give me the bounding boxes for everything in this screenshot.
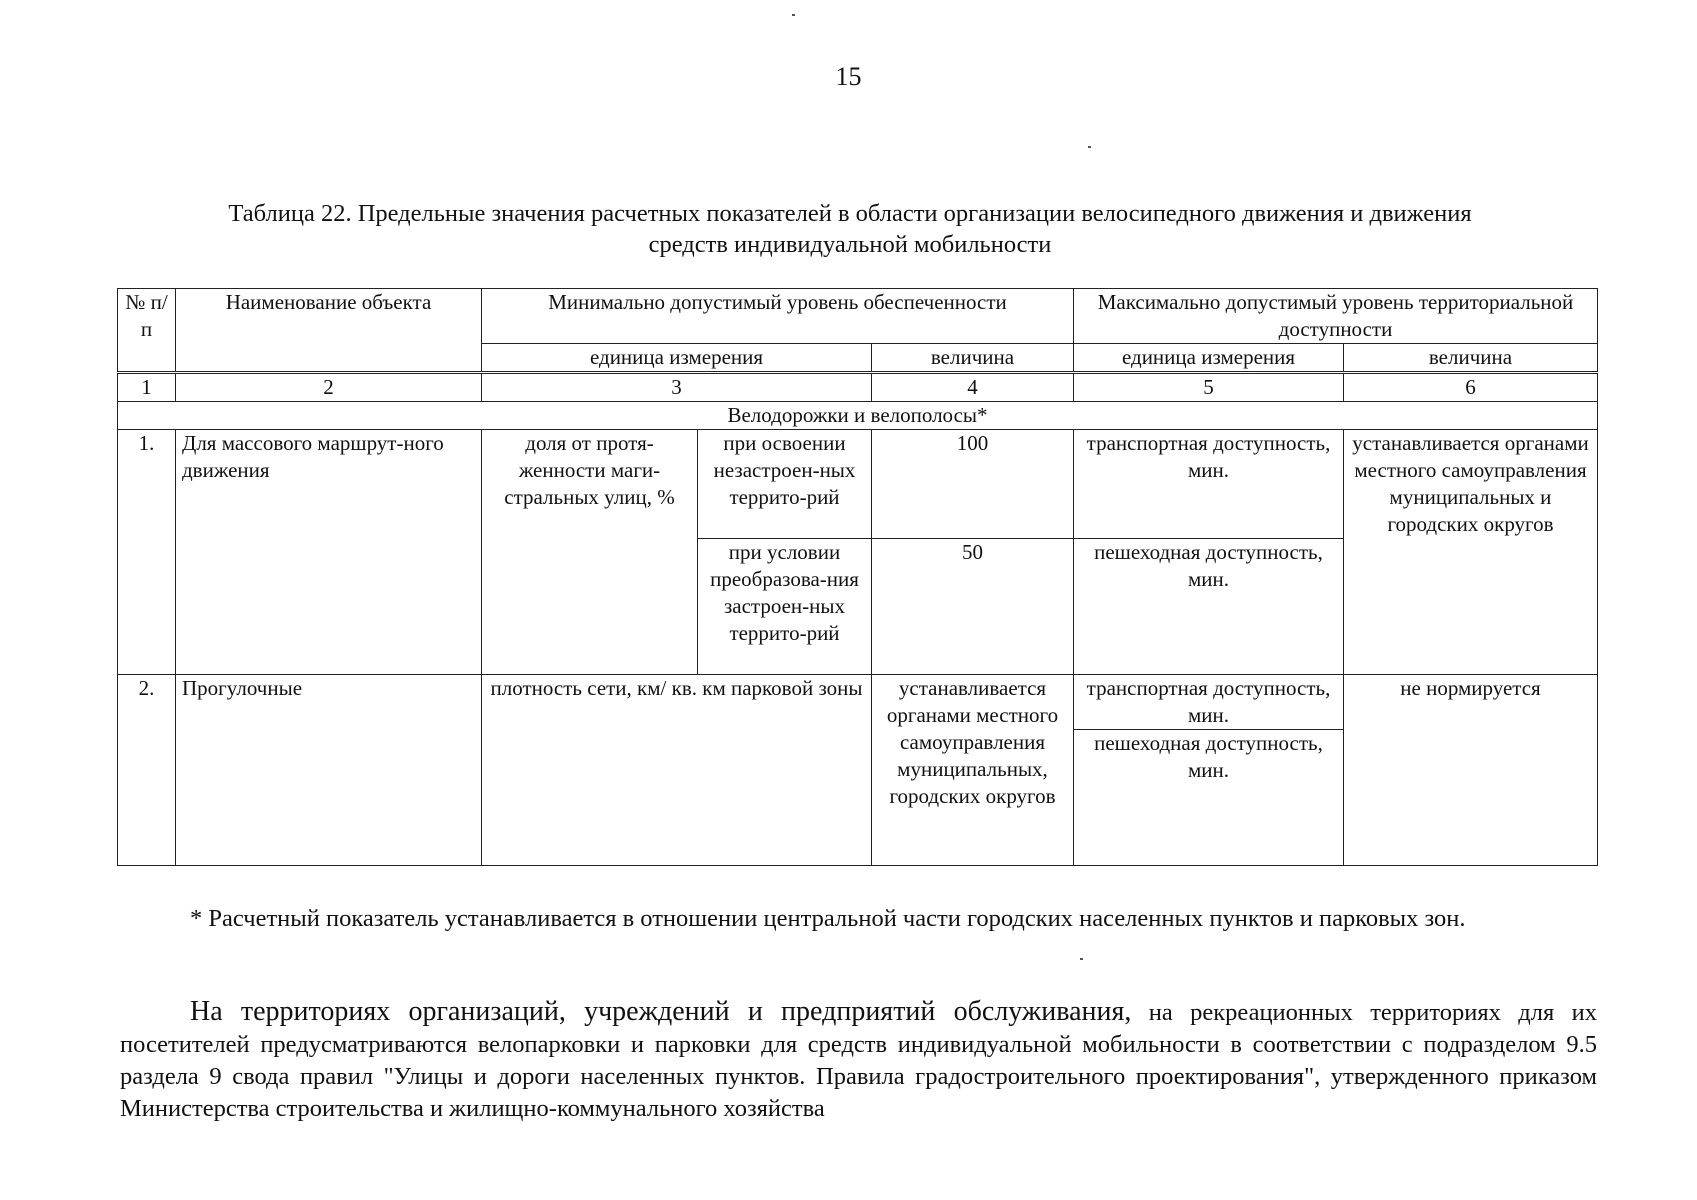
column-number: 4 (872, 373, 1074, 402)
column-number: 6 (1344, 373, 1598, 402)
header-min-level: Минимально допустимый уровень обеспеченности (482, 289, 1074, 344)
row-value: 100 (872, 430, 1074, 539)
header-unit-max: единица измерения (1074, 344, 1344, 373)
row-number: 1. (118, 430, 176, 675)
row-object-name: Для массового маршрут-ного движения (176, 430, 482, 675)
row-unit: плотность сети, км/ кв. км парковой зоны (482, 675, 872, 866)
row-access-type: транспортная доступность, мин. (1074, 430, 1344, 539)
column-number: 1 (118, 373, 176, 402)
row-access-type: транспортная доступность, мин. (1074, 675, 1344, 730)
footnote-text: * Расчетный показатель устанавливается в отношении центральной части городских населенных пунктов и парковых зон. (190, 905, 1466, 932)
table-title-line-1: Таблица 22. Предельные значения расчетных показателей в области организации велосипедного движения и движения (228, 200, 1472, 227)
footnote (120, 902, 1597, 935)
header-object-name: Наименование объекта (176, 289, 482, 373)
header-value-max: величина (1344, 344, 1598, 373)
paragraph-lead: На территориях организаций, учреждений и предприятий обслуживания, (190, 996, 1132, 1027)
header-max-level: Максимально допустимый уровень территориальной доступности (1074, 289, 1598, 344)
row-access-type: пешеходная доступность, мин. (1074, 730, 1344, 866)
row-object-name: Прогулочные (176, 675, 482, 866)
row-value: устанавливается органами местного самоуправления муниципальных, городских округов (872, 675, 1074, 866)
page-number: 15 (835, 62, 862, 91)
table-title (120, 198, 1580, 260)
row-number: 2. (118, 675, 176, 866)
row-max-value: не нормируется (1344, 675, 1598, 866)
header-number: № п/п (118, 289, 176, 373)
header-value-min: величина (872, 344, 1074, 373)
row-condition: при условии преобразова-ния застроен-ных террито-рий (698, 539, 872, 675)
row-unit: доля от протя-женности маги-стральных улиц, % (482, 430, 698, 675)
section-row (118, 402, 1598, 430)
paragraph-text: на рекреационных территориях для их посетителей предусматриваются велопарковки и парковки для средств индивидуальной мобильности в соответствии с подразделом 9.5 раздела 9 свода правил "Улицы и дороги населенных пунктов. Правила градостроительного проектирования", утвержденного приказом Министерства строительства и жилищно-коммунального хозяйства (120, 999, 1597, 1122)
header-unit-min: единица измерения (482, 344, 872, 373)
row-condition: при освоении незастроен-ных террито-рий (698, 430, 872, 539)
scan-speck (792, 14, 795, 16)
column-number: 3 (482, 373, 872, 402)
scan-speck (1088, 146, 1091, 148)
column-numbers-row (118, 373, 1598, 402)
table-row (118, 430, 1598, 539)
indicators-table (117, 288, 1598, 866)
row-max-value: устанавливается органами местного самоуправления муниципальных и городских округов (1344, 430, 1598, 675)
table-row (118, 675, 1598, 730)
column-number: 5 (1074, 373, 1344, 402)
header-row (118, 289, 1598, 344)
column-number: 2 (176, 373, 482, 402)
table-title-line-2: средств индивидуальной мобильности (648, 231, 1052, 258)
body-paragraph (120, 996, 1597, 1125)
row-access-type: пешеходная доступность, мин. (1074, 539, 1344, 675)
section-title: Велодорожки и велополосы* (118, 402, 1598, 430)
scan-speck (1080, 958, 1083, 960)
row-value: 50 (872, 539, 1074, 675)
